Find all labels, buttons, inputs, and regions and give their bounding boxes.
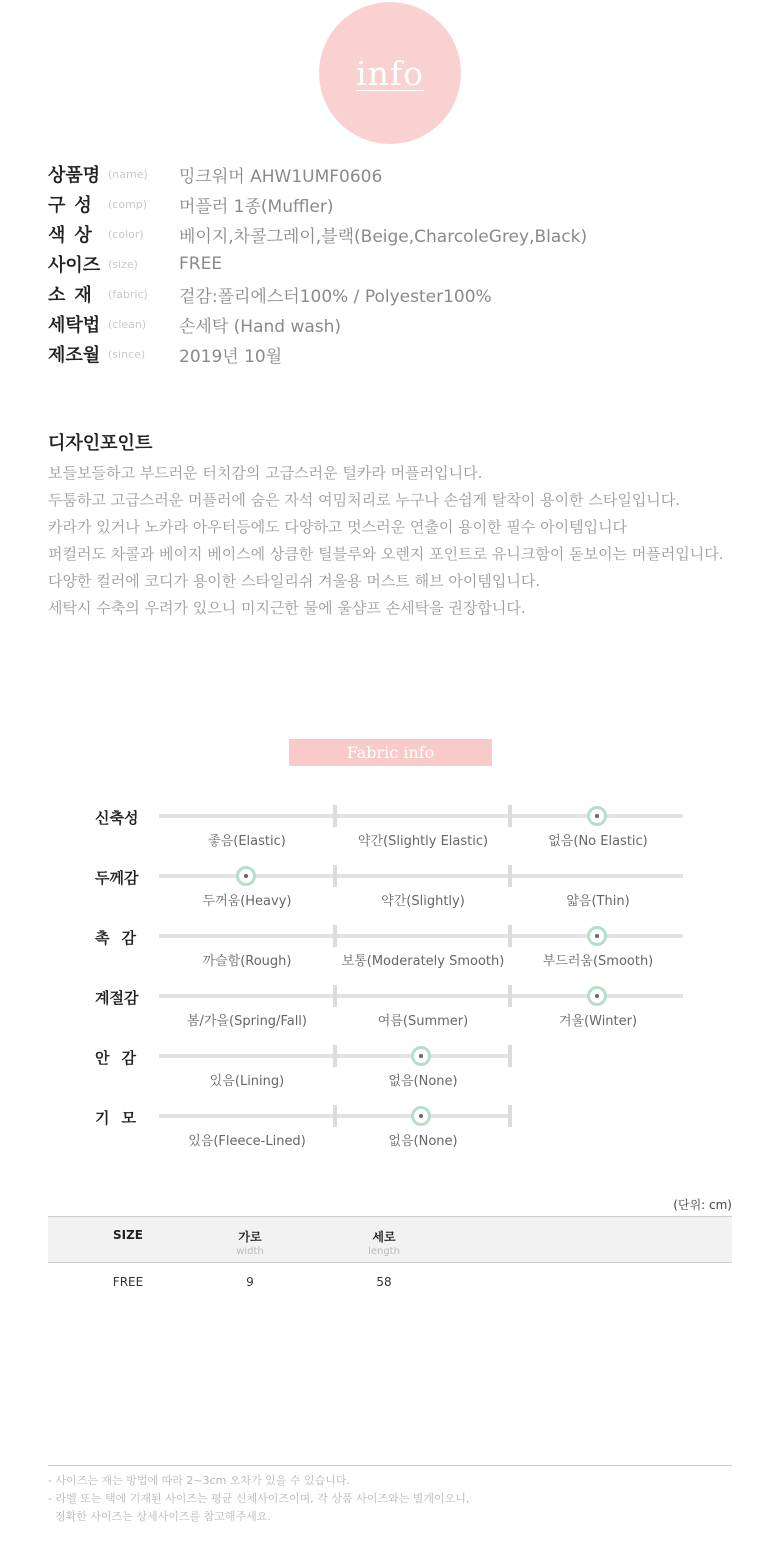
spec-row-since	[48, 339, 748, 369]
scale-tick	[333, 985, 337, 1007]
table-row	[48, 1263, 732, 1301]
spec-label: 세탁법	[48, 315, 101, 336]
fabric-option: 얇음(Thin)	[566, 894, 630, 909]
header-label: SIZE	[112, 1228, 143, 1242]
spec-value: FREE	[179, 254, 223, 274]
spec-label-en: (size)	[108, 257, 138, 271]
design-point-line: 두툼하고 고급스러운 머플러에 숨은 자석 여밈처리로 누구나 손쉽게 탈착이 용이한 스타일입니다.	[48, 491, 681, 509]
fabric-row-label: 촉감	[95, 929, 148, 947]
scale-tick	[333, 1105, 337, 1127]
spec-label: 사이즈	[48, 255, 101, 276]
scale-tick	[333, 865, 337, 887]
scale-tick	[508, 865, 512, 887]
scale-tick	[333, 925, 337, 947]
width-header-cell	[210, 1228, 290, 1257]
fabric-row-fleece	[0, 1109, 780, 1176]
design-point-title: 디자인포인트	[48, 433, 153, 454]
selected-marker-icon	[411, 1106, 431, 1126]
spec-value: 밍크워머 AHW1UMF0606	[179, 166, 383, 187]
spec-label-en: (fabric)	[108, 287, 148, 301]
fabric-option: 약간(Slightly Elastic)	[357, 834, 489, 849]
spec-label-en: (color)	[108, 227, 144, 241]
spec-value: 2019년 10월	[179, 346, 283, 367]
fabric-option: 있음(Lining)	[209, 1074, 285, 1089]
size-table-header	[48, 1216, 732, 1263]
note-line: 정확한 사이즈는 상세사이즈를 참고해주세요.	[48, 1510, 271, 1523]
spec-label: 색상	[48, 225, 101, 246]
spec-row-comp	[48, 189, 748, 219]
fabric-option: 없음(No Elastic)	[548, 834, 648, 849]
size-header-cell	[88, 1228, 168, 1243]
width-cell: 9	[246, 1275, 254, 1289]
spec-row-color	[48, 219, 748, 249]
header-label-en: width	[236, 1246, 264, 1257]
spec-row-name	[48, 159, 748, 189]
header-label: 가로	[238, 1230, 262, 1244]
fabric-row-label: 계절감	[95, 989, 139, 1007]
spec-value: 머플러 1종(Muffler)	[179, 196, 334, 217]
design-point-line: 다양한 컬러에 코디가 용이한 스타일리쉬 겨울용 머스트 해브 아이템입니다.	[48, 572, 541, 590]
spec-value: 겉감:폴리에스터100% / Polyester100%	[179, 286, 492, 307]
info-badge	[319, 2, 461, 144]
length-cell: 58	[376, 1275, 392, 1289]
spec-label-en: (clean)	[108, 317, 147, 331]
spec-label: 소재	[48, 285, 101, 306]
info-title: info	[356, 53, 424, 93]
product-spec-list	[48, 159, 748, 369]
fabric-option: 있음(Fleece-Lined)	[188, 1134, 306, 1149]
spec-label: 상품명	[48, 165, 101, 186]
fabric-row-label: 신축성	[95, 809, 139, 827]
spec-row-clean	[48, 309, 748, 339]
note-line: - 사이즈는 재는 방법에 따라 2~3cm 오차가 있을 수 있습니다.	[48, 1474, 351, 1487]
fabric-option: 까슬함(Rough)	[202, 954, 292, 969]
selected-marker-icon	[587, 926, 607, 946]
note-line: - 라벨 또는 택에 기재된 사이즈는 평균 신체사이즈이며, 각 상품 사이즈와는 별개이오니,	[48, 1492, 470, 1505]
fabric-row-label: 안감	[95, 1049, 148, 1067]
size-table	[48, 1216, 732, 1301]
design-point-line: 보들보들하고 부드러운 터치감의 고급스러운 털카라 머플러입니다.	[48, 464, 483, 482]
size-unit-label: (단위: cm)	[673, 1198, 732, 1212]
fabric-option: 없음(None)	[388, 1134, 458, 1149]
spec-value: 베이지,차콜그레이,블랙(Beige,CharcoleGrey,Black)	[179, 226, 588, 247]
fabric-option: 부드러움(Smooth)	[542, 954, 654, 969]
selected-marker-icon	[411, 1046, 431, 1066]
fabric-row-label: 기모	[95, 1109, 148, 1127]
spec-label: 제조월	[48, 345, 101, 366]
size-cell: FREE	[112, 1275, 144, 1289]
selected-marker-icon	[587, 986, 607, 1006]
fabric-option: 두꺼움(Heavy)	[202, 894, 292, 909]
scale-tick	[333, 805, 337, 827]
scale-tick	[508, 985, 512, 1007]
spec-label-en: (comp)	[108, 197, 148, 211]
fabric-row-label: 두께감	[95, 869, 139, 887]
fabric-option: 여름(Summer)	[377, 1014, 469, 1029]
header-label-en: length	[368, 1246, 400, 1257]
scale-tick	[508, 1045, 512, 1067]
scale-tick	[508, 925, 512, 947]
selected-marker-icon	[236, 866, 256, 886]
fabric-option: 보통(Moderately Smooth)	[341, 954, 505, 969]
header-label: 세로	[372, 1230, 396, 1244]
fabric-option: 좋음(Elastic)	[208, 834, 286, 849]
length-header-cell	[344, 1228, 424, 1257]
design-point-text	[48, 460, 778, 622]
selected-marker-icon	[587, 806, 607, 826]
fabric-info-title: Fabric info	[346, 743, 435, 762]
scale-tick	[508, 805, 512, 827]
fabric-option: 봄/가을(Spring/Fall)	[186, 1014, 307, 1029]
scale-tick	[333, 1045, 337, 1067]
spec-label: 구성	[48, 195, 101, 216]
design-point-line: 퍼컬러도 차콜과 베이지 베이스에 상큼한 틸블루와 오렌지 포인트로 유니크함이 돋보이는 머플러입니다.	[48, 545, 724, 563]
spec-label-en: (since)	[108, 347, 146, 361]
fabric-option: 없음(None)	[388, 1074, 458, 1089]
spec-value: 손세탁 (Hand wash)	[179, 316, 342, 337]
spec-row-size	[48, 249, 748, 279]
scale-tick	[508, 1105, 512, 1127]
spec-label-en: (name)	[108, 167, 148, 181]
design-point-line: 세탁시 수축의 우려가 있으니 미지근한 물에 울샴프 손세탁을 권장합니다.	[48, 599, 526, 617]
fabric-info-banner	[289, 739, 492, 766]
fabric-option: 약간(Slightly)	[381, 894, 465, 909]
spec-row-fabric	[48, 279, 748, 309]
size-notes	[48, 1465, 732, 1526]
design-point-line: 카라가 있거나 노카라 아우터등에도 다양하고 멋스러운 연출이 용이한 필수 아이템입니다	[48, 518, 628, 536]
fabric-option: 겨울(Winter)	[558, 1014, 638, 1029]
